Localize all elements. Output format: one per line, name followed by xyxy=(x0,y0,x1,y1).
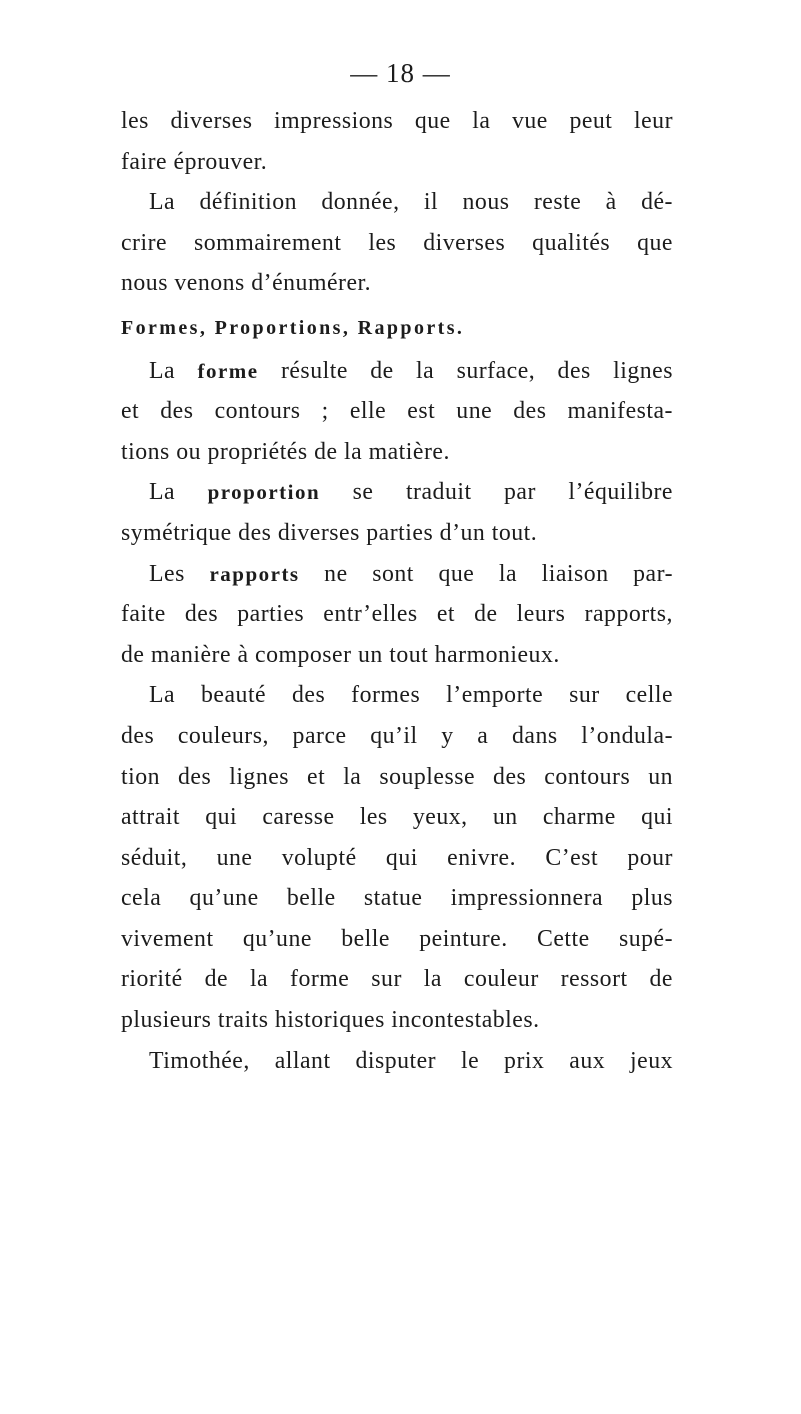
text-line: faire éprouver. xyxy=(121,148,268,175)
keyword-rapports: rapports xyxy=(209,561,300,586)
text-line: des couleurs, parce qu’il y a dans l’ondula- xyxy=(121,722,673,749)
text-line: Timothée, allant disputer le prix aux jeux xyxy=(149,1047,673,1074)
text-run: résulte de la surface, des lignes xyxy=(258,357,673,384)
text-line: faite des parties entr’elles et de leurs rapports, xyxy=(121,601,673,628)
text-line: vivement qu’une belle peinture. Cette supé- xyxy=(121,925,673,952)
page-number-header: — 18 — xyxy=(350,58,451,88)
text-line: séduit, une volupté qui enivre. C’est pour xyxy=(121,844,673,871)
text-line: cela qu’une belle statue impressionnera plus xyxy=(121,885,673,912)
text-line: de manière à composer un tout harmonieux. xyxy=(121,641,560,668)
keyword-proportion: proportion xyxy=(207,480,321,505)
text-line xyxy=(121,472,673,513)
text-line: crire sommairement les diverses qualités que xyxy=(121,229,673,256)
text-run: Les xyxy=(149,560,210,587)
text-line: tion des lignes et la souplesse des contours un xyxy=(121,763,673,790)
text-run: ne sont que la liaison par- xyxy=(299,560,673,587)
text-line: La définition donnée, il nous reste à dé- xyxy=(149,189,673,216)
text-line: attrait qui caresse les yeux, un charme qui xyxy=(121,804,673,831)
text-line xyxy=(121,554,673,595)
text-run: La xyxy=(149,357,198,384)
text-line: tions ou propriétés de la matière. xyxy=(121,438,450,465)
section-heading: Formes, Proportions, Rapports. xyxy=(121,316,465,339)
text-line: et des contours ; elle est une des manifesta- xyxy=(121,398,673,425)
text-line: plusieurs traits historiques incontestables. xyxy=(121,1007,540,1034)
text-line: nous venons d’énumérer. xyxy=(121,270,372,297)
keyword-forme: forme xyxy=(197,358,259,383)
text-line: symétrique des diverses parties d’un tout. xyxy=(121,519,538,546)
text-line xyxy=(121,351,673,392)
body-text xyxy=(121,101,673,1081)
text-line: riorité de la forme sur la couleur ressort de xyxy=(121,966,673,993)
text-line: les diverses impressions que la vue peut leur xyxy=(121,108,673,134)
text-run: La xyxy=(149,479,208,506)
text-run: se traduit par l’équilibre xyxy=(320,479,673,506)
text-line: La beauté des formes l’emporte sur celle xyxy=(149,682,673,709)
